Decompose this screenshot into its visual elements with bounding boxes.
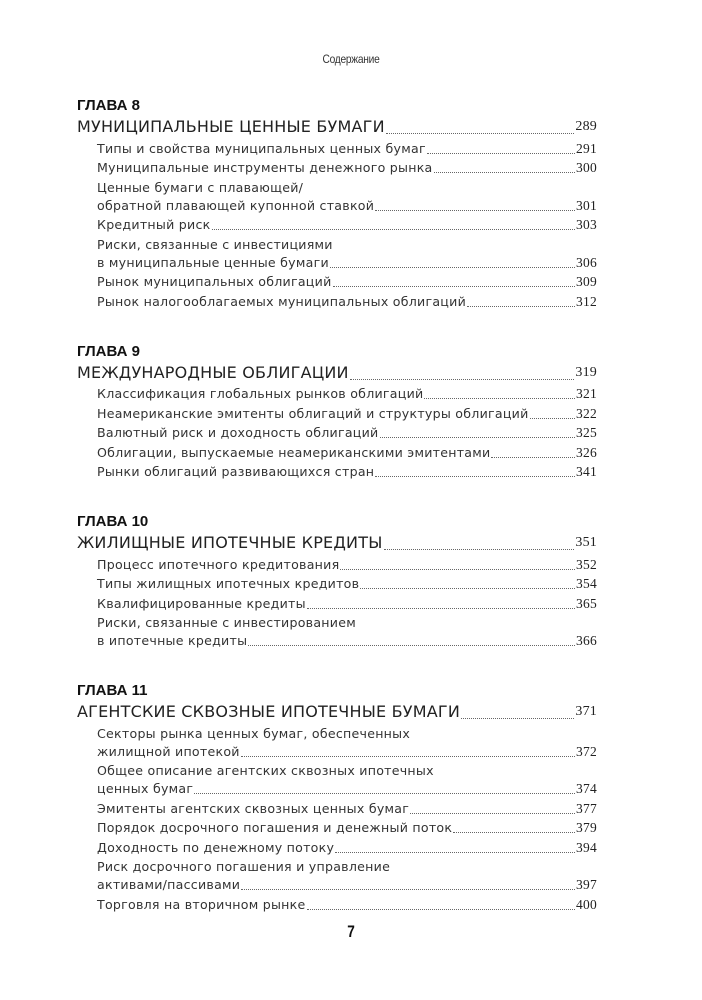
entry-line [97,743,597,761]
entry-text: Доходность по денежному потоку [97,839,335,855]
entry-text: Ценные бумаги с плавающей/ [97,179,304,195]
toc-entry[interactable] [97,444,597,462]
page-ref: 371 [575,704,597,719]
dot-leader [307,909,575,910]
chapter-title: МУНИЦИПАЛЬНЫЕ ЦЕННЫЕ БУМАГИ [77,117,385,136]
dot-leader [410,813,575,814]
entry-line [97,595,597,613]
chapter-title-entry[interactable] [77,701,597,723]
toc-entry[interactable] [97,839,597,857]
entry-text: Эмитенты агентских сквозных ценных бумаг [97,800,410,816]
dot-leader [424,398,575,399]
entry-line [97,575,597,593]
entry-text: Секторы рынка ценных бумаг, обеспеченных [97,725,411,741]
entry-line [97,839,597,857]
page-ref: 300 [576,160,597,175]
entry-text: обратной плавающей купонной ставкой [97,197,375,213]
chapter-title-entry[interactable] [77,362,597,384]
chapter-title-entry[interactable] [77,532,597,554]
entry-text: Типы и свойства муниципальных ценных бумаг [97,140,426,156]
dot-leader [330,267,575,268]
page-ref: 352 [576,556,597,572]
dot-leader [461,718,574,719]
entry-text: Типы жилищных ипотечных кредитов [97,576,360,591]
dot-leader [241,889,575,890]
dot-leader [375,476,575,477]
entry-text: Кредитный риск [97,217,211,232]
toc-entry[interactable] [97,614,597,650]
entry-text: Риски, связанные с инвестициями [97,236,333,252]
entry-line [97,444,597,462]
toc-entry[interactable] [97,293,597,311]
toc-entry[interactable] [97,556,597,574]
entry-line [97,254,597,272]
entry-text: Квалифицированные кредиты [97,595,306,611]
page-ref: 322 [576,405,597,421]
dot-leader [427,153,575,154]
entry-line [97,385,597,403]
entry-text: в ипотечные кредиты [97,633,248,648]
dot-leader [241,756,575,757]
toc-entry[interactable] [97,236,597,272]
toc-entry[interactable] [97,463,597,481]
page-ref: 319 [575,364,597,380]
chapter-block [77,681,597,914]
entry-line [97,614,597,632]
entry-text: Процесс ипотечного кредитования [97,556,340,572]
toc-entry[interactable] [97,858,597,894]
entry-text: Рынок налогооблагаемых муниципальных облигаций [97,293,467,309]
toc-entry[interactable] [97,159,597,177]
entry-line [97,725,597,743]
entry-line [97,293,597,311]
toc-entry[interactable] [97,405,597,423]
toc-entry[interactable] [97,575,597,593]
page-ref: 326 [576,444,597,460]
entry-text: Риски, связанные с инвестированием [97,615,356,630]
chapter-label: ГЛАВА 8 [77,97,140,114]
page-ref: 372 [576,743,597,759]
page-ref: 303 [576,217,597,232]
entry-line [97,140,597,158]
page-number: 7 [347,922,355,941]
entry-text: Риск досрочного погашения и управление [97,859,391,874]
entry-text: Облигации, выпускаемые неамериканскими эмитентами [97,444,491,460]
entry-line [97,819,597,837]
page-ref: 374 [576,781,597,796]
dot-leader [467,306,575,307]
entry-text: Порядок досрочного погашения и денежный поток [97,820,453,835]
chapter-title: ЖИЛИЩНЫЕ ИПОТЕЧНЫЕ КРЕДИТЫ [77,533,383,552]
entry-line [97,780,597,798]
running-head: Содержание [322,52,380,66]
page-ref: 365 [576,595,597,611]
entry-line [97,556,597,574]
toc-entry[interactable] [97,725,597,761]
dot-leader [434,172,575,173]
entry-line [97,236,597,254]
entry-line [97,858,597,876]
page-ref: 325 [576,425,597,440]
entry-line [97,632,597,650]
entry-text: Валютный риск и доходность облигаций [97,425,379,440]
toc-entry[interactable] [97,385,597,403]
page-ref: 377 [576,800,597,816]
page-ref: 397 [576,877,597,892]
chapter-title-entry[interactable] [77,116,597,138]
toc-entry[interactable] [97,819,597,837]
entry-line [97,800,597,818]
chapter-block [77,512,597,650]
dot-leader [335,852,575,853]
entry-line [97,762,597,780]
toc-entry[interactable] [97,179,597,215]
dot-leader [350,379,575,380]
page-ref: 301 [576,197,597,213]
entry-text: Общее описание агентских сквозных ипотечных [97,763,434,778]
dot-leader [248,645,575,646]
chapter-label: ГЛАВА 11 [77,682,148,699]
entry-line [97,159,597,177]
page-ref: 351 [575,535,597,550]
entry-text: Муниципальные инструменты денежного рынка [97,160,433,175]
dot-leader [340,569,575,570]
page-ref: 306 [576,254,597,270]
entry-text: Рынок муниципальных облигаций [97,274,332,289]
dot-leader [491,457,575,458]
entry-line [97,876,597,894]
entry-text: Неамериканские эмитенты облигаций и структуры облигаций [97,405,529,421]
chapter-title: АГЕНТСКИЕ СКВОЗНЫЕ ИПОТЕЧНЫЕ БУМАГИ [77,702,461,721]
page-ref: 309 [576,274,597,289]
chapter-block [77,96,597,311]
toc-entry[interactable] [97,140,597,158]
dot-leader [530,418,575,419]
toc-entry[interactable] [97,273,597,291]
entry-line [97,896,597,914]
entry-line [97,424,597,442]
page-ref: 321 [576,386,597,401]
toc-entry[interactable] [97,762,597,798]
page-ref: 289 [575,119,597,134]
entry-text: Торговля на вторичном рынке [97,896,306,912]
toc-entry[interactable] [97,424,597,442]
page-ref: 379 [576,820,597,835]
dot-leader [386,133,575,134]
entry-text: Классификация глобальных рынков облигаций [97,386,424,401]
entry-line [97,405,597,423]
entry-text: Рынки облигаций развивающихся стран [97,464,375,479]
dot-leader [194,793,575,794]
toc-entry[interactable] [97,800,597,818]
entry-text: активами/пассивами [97,877,241,892]
dot-leader [333,286,575,287]
toc-entry[interactable] [97,216,597,234]
dot-leader [453,832,575,833]
page-ref: 312 [576,293,597,309]
chapter-label: ГЛАВА 9 [77,342,140,360]
page-ref: 354 [576,576,597,591]
toc-entry[interactable] [97,595,597,613]
dot-leader [212,229,576,230]
entry-text: в муниципальные ценные бумаги [97,254,329,270]
table-of-contents [77,96,597,945]
dot-leader [384,549,575,550]
dot-leader [375,210,575,211]
dot-leader [307,608,575,609]
chapter-label: ГЛАВА 10 [77,513,149,530]
entry-line [97,216,597,234]
chapter-title: МЕЖДУНАРОДНЫЕ ОБЛИГАЦИИ [77,362,349,382]
dot-leader [380,437,576,438]
entry-line [97,463,597,481]
entry-text: жилищной ипотекой [97,743,240,759]
page-ref: 341 [576,464,597,479]
page-ref: 366 [576,633,597,648]
chapter-block [77,342,597,482]
page-ref: 394 [576,839,597,855]
entry-text: ценных бумаг [97,781,194,796]
entry-line [97,197,597,215]
toc-entry[interactable] [97,896,597,914]
entry-line [97,273,597,291]
entry-line [97,179,597,197]
page-ref: 291 [576,140,597,156]
page-ref: 400 [576,896,597,912]
dot-leader [360,588,575,589]
